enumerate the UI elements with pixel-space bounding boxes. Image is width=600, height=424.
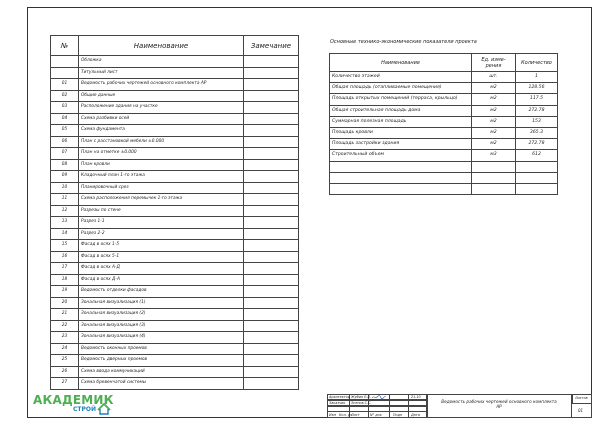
table-row — [51, 79, 299, 91]
row-note — [244, 217, 299, 229]
header-name: Наименование — [79, 36, 244, 56]
row-name: Общие данные — [79, 90, 244, 102]
logo-sub-text: СТРОЙ — [73, 406, 97, 413]
row-number: 27 — [51, 378, 79, 390]
row-note — [244, 320, 299, 332]
row-unit: м2 — [472, 105, 516, 116]
stamp-col-podp: Подп — [393, 413, 403, 417]
table-row — [330, 139, 558, 150]
row-number: 11 — [51, 194, 79, 206]
table-row — [51, 251, 299, 263]
row-name: Схема расположения перемычек 1-го этажа — [79, 194, 244, 206]
header-num: № — [51, 36, 79, 56]
row-note — [244, 125, 299, 137]
row-unit: шт. — [472, 72, 516, 83]
row-name: Фасад в осях А-Д — [79, 263, 244, 275]
row-qty: 1 — [516, 72, 558, 83]
table-row — [51, 309, 299, 321]
table-row — [51, 148, 299, 160]
row-number: 16 — [51, 251, 79, 263]
table-row — [51, 194, 299, 206]
row-unit — [472, 172, 516, 183]
row-name: Ведомость дверных проемов — [79, 355, 244, 367]
row-name: Ведомость отделки фасадов — [79, 286, 244, 298]
row-number — [51, 67, 79, 79]
row-number: 20 — [51, 297, 79, 309]
row-number: 19 — [51, 286, 79, 298]
row-name: Разрезы по стене — [79, 205, 244, 217]
table-row — [51, 343, 299, 355]
row-name: План кровли — [79, 159, 244, 171]
drawings-list-table — [50, 35, 299, 390]
table-row — [330, 127, 558, 138]
row-qty: 117.5 — [516, 94, 558, 105]
stamp-date-architect: 21.10 — [411, 395, 421, 399]
row-note — [244, 274, 299, 286]
row-note — [244, 102, 299, 114]
row-note — [244, 286, 299, 298]
row-note — [244, 90, 299, 102]
table-row — [51, 182, 299, 194]
table-header-row — [51, 36, 299, 56]
stamp-col-list: Лист — [351, 413, 360, 417]
tech-indicators-table — [329, 53, 558, 195]
table-row — [330, 72, 558, 83]
table-row — [51, 102, 299, 114]
row-note — [244, 136, 299, 148]
row-note — [244, 332, 299, 344]
table-row — [330, 183, 558, 194]
row-name — [330, 183, 472, 194]
table-row — [51, 205, 299, 217]
header-qty: Количество — [516, 54, 558, 72]
table-row — [330, 83, 558, 94]
row-note — [244, 148, 299, 160]
row-note — [244, 67, 299, 79]
stamp-document-title: Ведомость рабочих чертежей основного комплекта АР — [441, 399, 557, 409]
row-name: Зональная визуализация (1) — [79, 297, 244, 309]
row-name: Разрез 2-2 — [79, 228, 244, 240]
row-qty — [516, 172, 558, 183]
table-row — [51, 159, 299, 171]
row-name: Фасад в осях Д-А — [79, 274, 244, 286]
row-number: 05 — [51, 125, 79, 137]
row-name: Ведомость рабочих чертежей основного комплекта АР — [79, 79, 244, 91]
row-name: Расположение здания на участке — [79, 102, 244, 114]
row-name: Зональная визуализация (4) — [79, 332, 244, 344]
row-note — [244, 228, 299, 240]
row-note — [244, 56, 299, 68]
row-number: 01 — [51, 79, 79, 91]
row-name: Площадь открытых помещений (терраса, крыльцо) — [330, 94, 472, 105]
row-name: Титульный лист — [79, 67, 244, 79]
table-row — [51, 171, 299, 183]
row-note — [244, 251, 299, 263]
row-unit: м3 — [472, 150, 516, 161]
table-row — [51, 355, 299, 367]
row-note — [244, 194, 299, 206]
row-number: 22 — [51, 320, 79, 332]
row-unit — [472, 161, 516, 172]
row-name: Обложка — [79, 56, 244, 68]
table-row — [51, 320, 299, 332]
row-number: 17 — [51, 263, 79, 275]
row-unit: м2 — [472, 94, 516, 105]
row-note — [244, 205, 299, 217]
table-row — [330, 150, 558, 161]
table-row — [51, 136, 299, 148]
row-name: Общая площадь (отапливаемые помещения) — [330, 83, 472, 94]
table-row — [51, 332, 299, 344]
stamp-role-architect: Архитектор — [329, 395, 350, 399]
row-qty: 272.78 — [516, 105, 558, 116]
row-number: 18 — [51, 274, 79, 286]
row-note — [244, 263, 299, 275]
row-name: Кладочный план 1-го этажа — [79, 171, 244, 183]
table-row — [330, 116, 558, 127]
house-logo-icon — [97, 403, 111, 415]
row-number: 02 — [51, 90, 79, 102]
row-name: Планировочный срез — [79, 182, 244, 194]
stamp-col-doc: N° док — [370, 413, 382, 417]
row-number: 10 — [51, 182, 79, 194]
row-note — [244, 240, 299, 252]
table-row — [330, 105, 558, 116]
header-name: Наименование — [330, 54, 472, 72]
header-note: Замечание — [244, 36, 299, 56]
row-number: 03 — [51, 102, 79, 114]
table-row — [51, 67, 299, 79]
row-qty: 272.78 — [516, 139, 558, 150]
row-name: Площадь кровли — [330, 127, 472, 138]
table-row — [51, 274, 299, 286]
row-name: Схема разбивки осей — [79, 113, 244, 125]
row-name: Ведомость оконных проемов — [79, 343, 244, 355]
row-name: Фасад в осях 5-1 — [79, 251, 244, 263]
row-name: Зональная визуализация (3) — [79, 320, 244, 332]
row-qty: 153 — [516, 116, 558, 127]
table-row — [51, 217, 299, 229]
table-row — [51, 56, 299, 68]
row-unit — [472, 183, 516, 194]
row-number: 08 — [51, 159, 79, 171]
table-row — [330, 172, 558, 183]
tech-table-title: Основные технико-экономические показатели проекта — [330, 39, 477, 45]
row-unit: м2 — [472, 116, 516, 127]
row-number: 07 — [51, 148, 79, 160]
stamp-name-architect: Жубин Е.В. — [351, 395, 371, 399]
table-row — [330, 161, 558, 172]
table-row — [330, 94, 558, 105]
row-name: План с расстановкой мебели ±0.000 — [79, 136, 244, 148]
row-name: Строительный объем — [330, 150, 472, 161]
row-qty: 128.56 — [516, 83, 558, 94]
row-number: 14 — [51, 228, 79, 240]
row-name: Общая строительная площадь дома — [330, 105, 472, 116]
table-row — [51, 263, 299, 275]
row-name: Схема фундамента — [79, 125, 244, 137]
row-name: Зональная визуализация (2) — [79, 309, 244, 321]
row-note — [244, 309, 299, 321]
title-block-stamp — [327, 394, 592, 418]
header-unit: Ед. изме-рения — [472, 54, 516, 72]
stamp-sheets-label: Листов — [575, 396, 588, 400]
row-number: 25 — [51, 355, 79, 367]
row-note — [244, 182, 299, 194]
row-name: Площадь застройки здания — [330, 139, 472, 150]
row-note — [244, 297, 299, 309]
row-name — [330, 161, 472, 172]
table-row — [51, 90, 299, 102]
table-row — [51, 228, 299, 240]
row-name: Разрез 1-1 — [79, 217, 244, 229]
row-note — [244, 355, 299, 367]
row-number: 06 — [51, 136, 79, 148]
row-note — [244, 171, 299, 183]
row-name: Схема ввода коммуникаций — [79, 366, 244, 378]
row-number: 24 — [51, 343, 79, 355]
row-qty — [516, 161, 558, 172]
row-number: 13 — [51, 217, 79, 229]
row-qty: 365.3 — [516, 127, 558, 138]
table-row — [51, 366, 299, 378]
row-note — [244, 343, 299, 355]
table-row — [51, 113, 299, 125]
row-name: Суммарная полезная площадь — [330, 116, 472, 127]
row-number: 23 — [51, 332, 79, 344]
row-number: 09 — [51, 171, 79, 183]
row-number: 04 — [51, 113, 79, 125]
table-row — [51, 297, 299, 309]
row-unit: м2 — [472, 83, 516, 94]
row-unit: м2 — [472, 139, 516, 150]
table-row — [51, 240, 299, 252]
stamp-col-izm: Изм — [329, 413, 336, 417]
row-name — [330, 172, 472, 183]
row-number: 12 — [51, 205, 79, 217]
row-name: Фасад в осях 1-5 — [79, 240, 244, 252]
stamp-col-data: Дата — [411, 413, 420, 417]
stamp-col-kol: Кол. уч — [339, 413, 352, 417]
row-name: Количество этажей — [330, 72, 472, 83]
row-note — [244, 159, 299, 171]
row-number: 15 — [51, 240, 79, 252]
table-row — [51, 286, 299, 298]
row-note — [244, 378, 299, 390]
table-header-row — [330, 54, 558, 72]
row-number — [51, 56, 79, 68]
row-name: План на отметке ±0.000 — [79, 148, 244, 160]
logo-main-text: АКАДЕМИК — [33, 393, 114, 407]
row-name: Схема бревенчатой системы — [79, 378, 244, 390]
row-qty: 612 — [516, 150, 558, 161]
row-note — [244, 113, 299, 125]
signature-icon — [371, 394, 387, 400]
table-row — [51, 125, 299, 137]
row-note — [244, 366, 299, 378]
row-note — [244, 79, 299, 91]
row-number: 26 — [51, 366, 79, 378]
stamp-sheet-number: 01 — [578, 408, 584, 413]
table-row — [51, 378, 299, 390]
row-number: 21 — [51, 309, 79, 321]
stamp-role-customer: Заказчик — [329, 401, 346, 405]
stamp-name-customer: Эсенов С.С. — [351, 401, 372, 405]
row-unit: м2 — [472, 127, 516, 138]
row-qty — [516, 183, 558, 194]
